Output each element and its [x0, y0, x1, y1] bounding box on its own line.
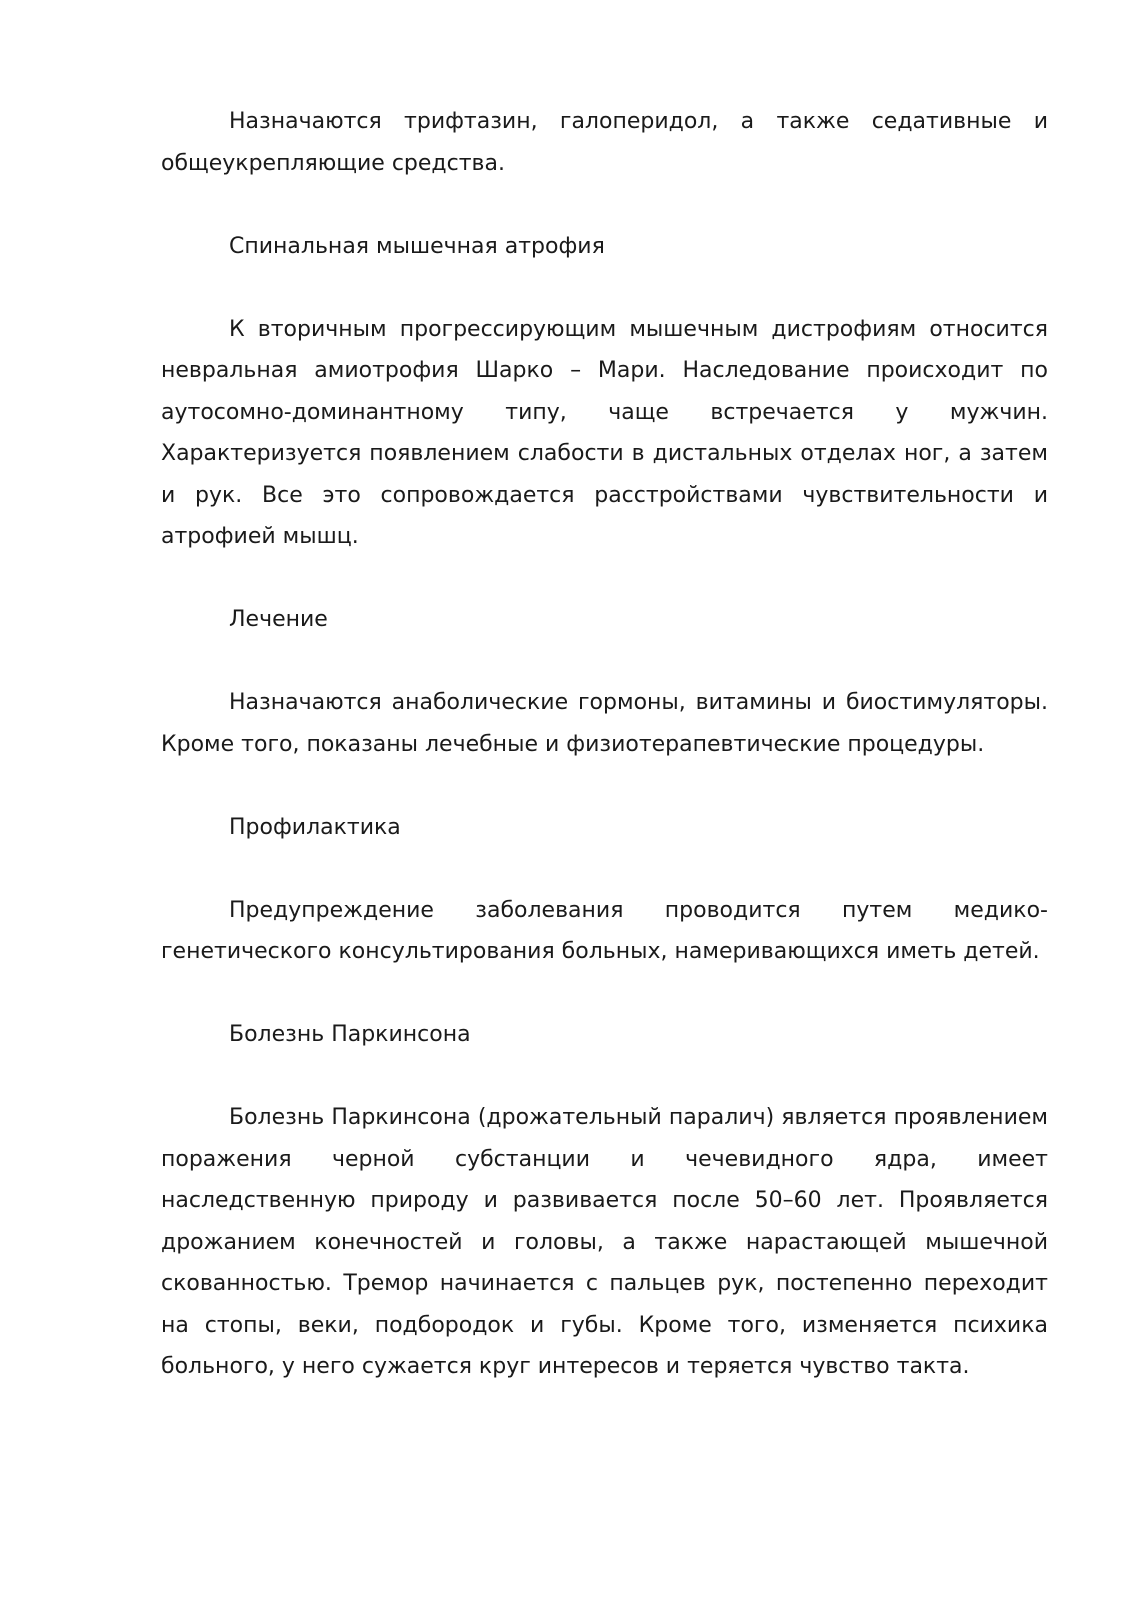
paragraph-charcot-marie: К вторичным прогрессирующим мышечным дистрофиям относится невральная амиотрофия Шарко – Мари. Наследование происходит по аутосомно-доминантному типу, чаще встречается у мужчин. Характеризуется появлением слабости в дистальных отделах ног, а затем и рук. Все это сопровождается расстройствами чувствительности и атрофией мышц.: [161, 316, 1048, 549]
heading-parkinsons-disease: Болезнь Паркинсона: [229, 1022, 471, 1047]
paragraph-parkinsons-disease: Болезнь Паркинсона (дрожательный паралич) является проявлением поражения черной субстанции и чечевидного ядра, имеет наследственную природу и развивается после 50–60 лет. Проявляется дрожанием конечностей и головы, а также нарастающей мышечной скованностью. Тремор начинается с пальцев рук, постепенно переходит на стопы, веки, подбородок и губы. Кроме того, изменяется психика больного, у него сужается круг интересов и теряется чувство такта.: [161, 1105, 1048, 1379]
heading-spinal-muscular-atrophy: Спинальная мышечная атрофия: [229, 233, 605, 259]
heading-treatment: Лечение: [229, 607, 328, 632]
document-body: [161, 101, 1048, 1388]
heading-prevention: Профилактика: [229, 814, 401, 840]
paragraph-prevention: Предупреждение заболевания проводится путем медико-генетического консультирования больных, намеривающихся иметь детей.: [161, 897, 1048, 964]
paragraph-treatment-drugs: Назначаются трифтазин, галоперидол, а также седативные и общеукрепляющие средства.: [161, 109, 1048, 176]
paragraph-treatment: Назначаются анаболические гормоны, витамины и биостимуляторы. Кроме того, показаны лечебные и физиотерапевтические процедуры.: [161, 690, 1048, 757]
